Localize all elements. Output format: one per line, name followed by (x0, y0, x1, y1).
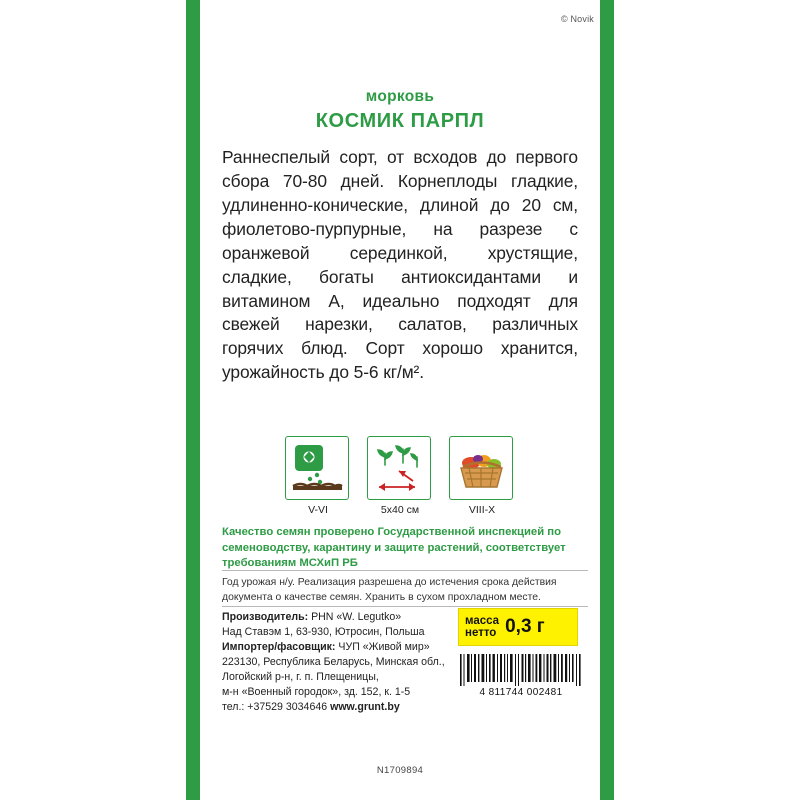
contact-line (222, 700, 462, 715)
pictogram-harvest (449, 436, 515, 516)
importer-line (222, 640, 462, 655)
copyright-notice: © Novik (560, 14, 594, 24)
producer-line (222, 610, 462, 625)
producer-address: Над Ставэм 1, 63-930, Ютросин, Польша (222, 626, 425, 639)
mass-label-line1: масса (465, 614, 500, 627)
spacing-icon (367, 436, 431, 500)
divider-top (222, 570, 588, 571)
divider-bottom (222, 606, 588, 607)
producer-value: PHN «W. Legutko» (311, 611, 402, 623)
right-green-bar (600, 0, 614, 800)
harvest-storage-note: Год урожая н/у. Реализация разрешена до истечения срока действия документа о качестве семян. Хранить в сухом прохладном месте. (222, 577, 557, 603)
quality-inspection-note: Качество семян проверено Государственной инспекцией по семеноводству, карантину и защите растений, соответствует требованиям МСХиП РБ (222, 526, 566, 570)
phone-number: тел.: +37529 3034646 (222, 701, 328, 714)
importer-label: Импортер/фасовщик: (222, 641, 336, 654)
title-block (200, 88, 600, 133)
barcode (458, 654, 584, 698)
pictogram-row (285, 436, 515, 516)
importer-address-3: м-н «Военный городок», зд. 152, к. 1-5 (222, 686, 411, 699)
crop-name: морковь (365, 88, 435, 105)
importer-value: ЧУП «Живой мир» (338, 641, 430, 654)
producer-label: Производитель: (222, 611, 309, 623)
description-text: Раннеспелый сорт, от всходов до первого сбора 70-80 дней. Корнеплоды гладкие, удлиненно-конические, длиной до 20 см, фиолетово-пурпурные, на разрезе с оранжевой серединкой, хрустящие, сладкие, богаты антиоксидантами и витамином А, идеально подходят для свежей нарезки, салатов, различных горячих блюд. Сорт хорошо хранится, урожайность до 5-6 кг/м². (222, 147, 578, 383)
packet-content (200, 0, 600, 800)
net-mass-badge (458, 608, 578, 646)
article-code: N1709894 (376, 765, 424, 776)
left-green-bar (186, 0, 200, 800)
pictogram-harvest-caption: VIII-X (468, 504, 496, 516)
pictogram-sowing (285, 436, 351, 516)
mass-label-line2: нетто (465, 627, 497, 639)
producer-block (222, 610, 462, 715)
pictogram-spacing-caption: 5x40 см (380, 504, 420, 516)
mass-value: 0,3 г (505, 616, 545, 637)
importer-address-2: Логойский р-н, г. п. Плещеницы, (222, 671, 379, 684)
mass-label (465, 615, 499, 640)
pictogram-spacing (367, 436, 433, 516)
website-link[interactable]: www.grunt.by (330, 701, 400, 714)
sowing-icon (285, 436, 349, 500)
harvest-basket-icon (449, 436, 513, 500)
pictogram-sowing-caption: V-VI (308, 504, 328, 516)
barcode-digits: 4 811744 002481 (479, 687, 563, 698)
barcode-bars (458, 654, 584, 686)
variety-name: КОСМИК ПАРПЛ (315, 110, 485, 132)
importer-address-1: 223130, Республика Беларусь, Минская обл., (222, 656, 445, 669)
